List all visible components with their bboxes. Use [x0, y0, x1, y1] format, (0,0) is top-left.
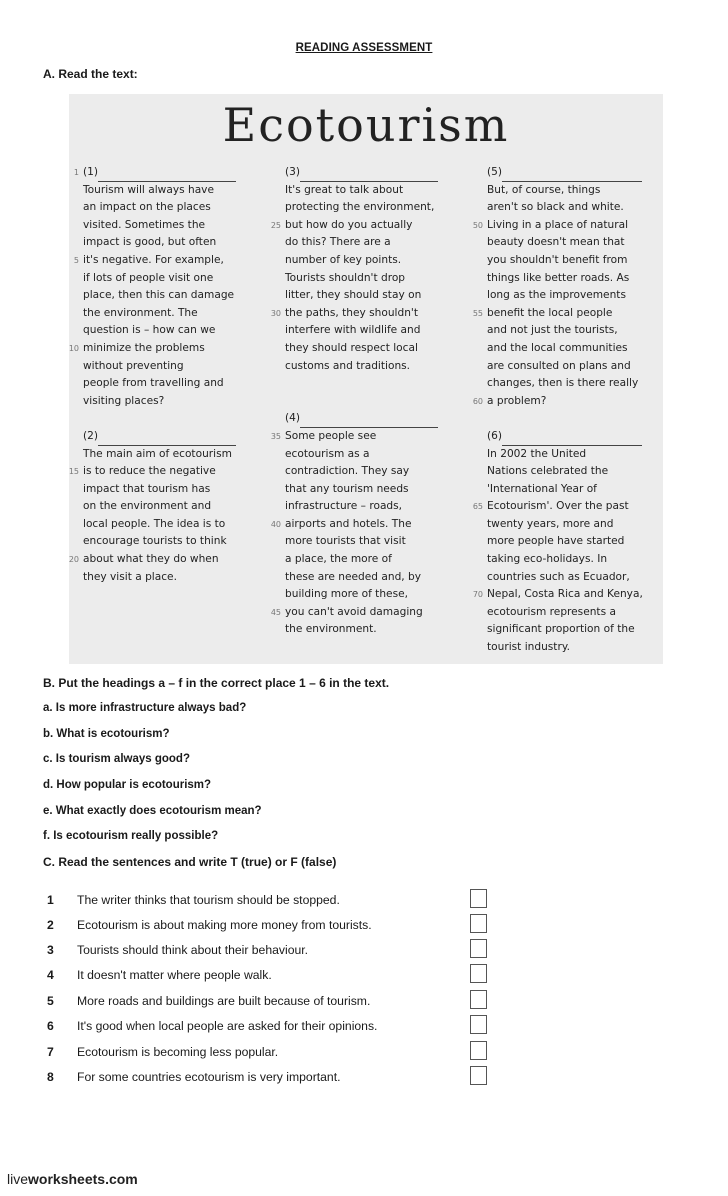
text-line: an impact on the places [83, 201, 211, 214]
heading-slot-3[interactable]: (3) [285, 164, 455, 182]
line-number: 30 [270, 308, 281, 318]
article-panel [69, 94, 663, 664]
line-number: 35 [270, 431, 281, 441]
text-line: infrastructure – roads, [285, 500, 403, 513]
article-title: Ecotourism [222, 98, 510, 152]
text-line: significant proportion of the [487, 623, 635, 636]
line-number: 55 [472, 308, 483, 318]
true-false-item [0, 889, 728, 914]
line-number: 65 [472, 502, 483, 512]
true-false-item [0, 939, 728, 964]
section-a-heading: A. Read the text: [43, 67, 138, 81]
text-line: that any tourism needs [285, 482, 409, 495]
heading-option-d: d. How popular is ecotourism? [43, 779, 212, 791]
line-number: 10 [68, 343, 79, 353]
answer-box[interactable] [470, 1066, 487, 1085]
true-false-item [0, 1041, 728, 1066]
text-line: without preventing [83, 359, 184, 372]
text-line: they should respect local [285, 341, 418, 354]
answer-box[interactable] [470, 914, 487, 933]
item-number: 6 [47, 1019, 54, 1033]
text-line: building more of these, [285, 588, 408, 601]
text-line: 5 it's negative. For example, [83, 252, 253, 270]
answer-box[interactable] [470, 939, 487, 958]
text-line: you shouldn't benefit from [487, 253, 628, 266]
heading-option-a: a. Is more infrastructure always bad? [43, 702, 247, 714]
text-line: more tourists that visit [285, 535, 406, 548]
statement-text: The writer thinks that tourism should be stopped. [77, 893, 340, 907]
answer-blank[interactable] [98, 433, 236, 446]
answer-blank[interactable] [98, 169, 236, 182]
text-line: protecting the environment, [285, 201, 435, 214]
text-line: if lots of people visit one [83, 271, 214, 284]
text-line: contradiction. They say [285, 465, 410, 478]
line-number: 70 [472, 590, 483, 600]
text-line: 60 a problem? [487, 393, 657, 411]
text-line: long as the improvements [487, 289, 626, 302]
answer-blank[interactable] [300, 169, 438, 182]
item-number: 1 [47, 893, 54, 907]
text-line: Tourism will always have [83, 183, 214, 196]
text-line: 25 but how do you actually [285, 217, 455, 235]
heading-slot-6[interactable]: (6) [487, 428, 657, 446]
text-line: visiting places? [83, 394, 165, 407]
line-number: 15 [68, 467, 79, 477]
item-number: 8 [47, 1070, 54, 1084]
text-line: and the local communities [487, 341, 628, 354]
text-line: 35 Some people see [285, 428, 455, 446]
section-b-heading: B. Put the headings a – f in the correct place 1 – 6 in the text. [43, 676, 390, 690]
heading-slot-1[interactable]: 1 (1) [83, 164, 253, 182]
heading-option-e: e. What exactly does ecotourism mean? [43, 805, 262, 817]
text-line: local people. The idea is to [83, 517, 226, 530]
page-title: READING ASSESSMENT [295, 42, 433, 54]
true-false-item [0, 1015, 728, 1040]
text-line: beauty doesn't mean that [487, 236, 625, 249]
text-line: 20 about what they do when [83, 551, 253, 569]
statement-text: Tourists should think about their behaviour. [77, 943, 309, 957]
section-c-heading: C. Read the sentences and write T (true) or F (false) [43, 855, 337, 869]
text-line: things like better roads. As [487, 271, 630, 284]
text-line: the environment. The [83, 306, 198, 319]
text-line: people from travelling and [83, 377, 224, 390]
answer-box[interactable] [470, 889, 487, 908]
article-column-1 [68, 164, 253, 586]
text-line: customs and traditions. [285, 359, 411, 372]
answer-box[interactable] [470, 1015, 487, 1034]
statement-text: It doesn't matter where people walk. [77, 968, 272, 982]
article-column-2 [270, 164, 455, 639]
text-line: on the environment and [83, 500, 212, 513]
text-line: 65 Ecotourism'. Over the past [487, 498, 657, 516]
answer-box[interactable] [470, 1041, 487, 1060]
text-line: impact is good, but often [83, 236, 217, 249]
text-line: number of key points. [285, 253, 402, 266]
text-line: 50 Living in a place of natural [487, 217, 657, 235]
answer-blank[interactable] [300, 415, 438, 428]
text-line: 55 benefit the local people [487, 305, 657, 323]
statement-text: More roads and buildings are built because of tourism. [77, 994, 371, 1008]
text-line: 45 you can't avoid damaging [285, 604, 455, 622]
heading-option-b: b. What is ecotourism? [43, 728, 170, 740]
heading-slot-5[interactable]: (5) [487, 164, 657, 182]
heading-option-f: f. Is ecotourism really possible? [43, 830, 219, 842]
line-number: 25 [270, 220, 281, 230]
text-line: encourage tourists to think [83, 535, 227, 548]
line-number: 1 [73, 168, 79, 177]
true-false-item [0, 990, 728, 1015]
text-line: In 2002 the United [487, 447, 587, 460]
item-number: 5 [47, 994, 54, 1008]
text-line: 40 airports and hotels. The [285, 516, 455, 534]
answer-box[interactable] [470, 990, 487, 1009]
text-line: twenty years, more and [487, 517, 614, 530]
text-line: and not just the tourists, [487, 324, 618, 337]
heading-slot-2[interactable]: (2) [83, 428, 253, 446]
text-line: impact that tourism has [83, 482, 211, 495]
text-line: question is – how can we [83, 324, 216, 337]
true-false-item [0, 1066, 728, 1091]
text-line: 15 is to reduce the negative [83, 463, 253, 481]
text-line: 'International Year of [487, 482, 597, 495]
text-line: are consulted on plans and [487, 359, 631, 372]
text-line: 70 Nepal, Costa Rica and Kenya, [487, 586, 657, 604]
heading-option-c: c. Is tourism always good? [43, 753, 190, 765]
statement-text: For some countries ecotourism is very important. [77, 1070, 341, 1084]
true-false-item [0, 964, 728, 989]
text-line: interfere with wildlife and [285, 324, 421, 337]
text-line: they visit a place. [83, 570, 177, 583]
heading-slot-4[interactable]: (4) [285, 410, 455, 428]
text-line: Tourists shouldn't drop [285, 271, 406, 284]
text-line: litter, they should stay on [285, 289, 422, 302]
text-line: place, then this can damage [83, 289, 235, 302]
line-number: 5 [73, 255, 79, 265]
text-line: countries such as Ecuador, [487, 570, 630, 583]
article-column-3 [472, 164, 657, 657]
line-number: 45 [270, 607, 281, 617]
text-line: ecotourism represents a [487, 605, 616, 618]
line-number: 60 [472, 396, 483, 406]
text-line: changes, then is there really [487, 377, 639, 390]
true-false-item [0, 914, 728, 939]
text-line: the environment. [285, 623, 377, 636]
text-line: visited. Sometimes the [83, 218, 206, 231]
text-line: 30 the paths, they shouldn't [285, 305, 455, 323]
line-number: 40 [270, 519, 281, 529]
text-line: a place, the more of [285, 553, 392, 566]
item-number: 4 [47, 968, 54, 982]
answer-blank[interactable] [502, 433, 642, 446]
liveworksheets-logo[interactable]: liveworksheets.com [7, 1171, 138, 1187]
statement-text: It's good when local people are asked for their opinions. [77, 1019, 378, 1033]
text-line: The main aim of ecotourism [83, 447, 232, 460]
item-number: 2 [47, 918, 54, 932]
item-number: 7 [47, 1045, 54, 1059]
text-line: more people have started [487, 535, 625, 548]
text-line: 10 minimize the problems [83, 340, 253, 358]
answer-box[interactable] [470, 964, 487, 983]
line-number: 50 [472, 220, 483, 230]
statement-text: Ecotourism is about making more money from tourists. [77, 918, 372, 932]
text-line: taking eco-holidays. In [487, 553, 608, 566]
statement-text: Ecotourism is becoming less popular. [77, 1045, 279, 1059]
text-line: these are needed and, by [285, 570, 422, 583]
text-line: tourist industry. [487, 641, 570, 654]
item-number: 3 [47, 943, 54, 957]
text-line: ecotourism as a [285, 447, 370, 460]
answer-blank[interactable] [502, 169, 642, 182]
text-line: But, of course, things [487, 183, 601, 196]
text-line: Nations celebrated the [487, 465, 609, 478]
text-line: aren't so black and white. [487, 201, 624, 214]
text-line: do this? There are a [285, 236, 391, 249]
text-line: It's great to talk about [285, 183, 404, 196]
line-number: 20 [68, 555, 79, 565]
